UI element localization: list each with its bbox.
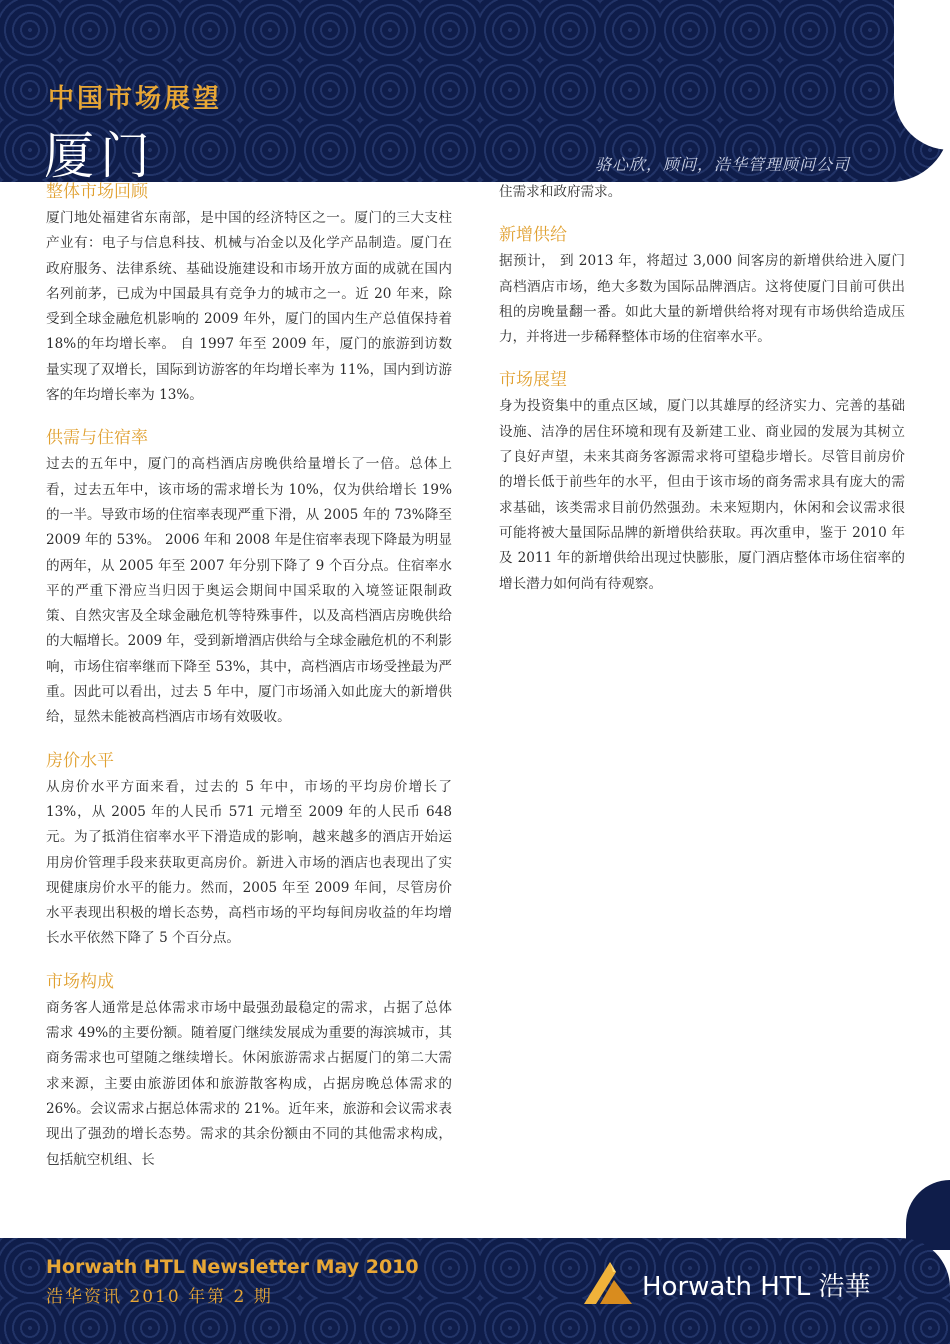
section-outlook (499, 368, 905, 596)
issue-line: 浩华资讯 2010 年第 2 期 (46, 1287, 273, 1307)
section-kicker: 中国市场展望 (48, 84, 223, 114)
company-logo (580, 1258, 910, 1308)
section-heading: 房价水平 (46, 750, 114, 771)
section-room-rate (46, 749, 452, 952)
page-title: 厦门 (44, 127, 156, 185)
mountain-peak-icon (580, 1258, 636, 1308)
author-byline: 骆心欣，顾问，浩华管理顾问公司 (594, 155, 850, 174)
section-body: 商务客人通常是总体需求市场中最强劲最稳定的需求，占据了总体需求 49%的主要份额。随着厦门继续发展成为重要的海滨城市，其商务需求也可望随之继续增长。休闲旅游需求占据厦门的第二大需求来源，主要由旅游团体和旅游散客构成，占据房晚总体需求的 26%。会议需求占据总体需求的 21%。近年来，旅游和会议需求表现出了强劲的增长态势。需求的其余份额由不同的其他需求构成，包括航空机组、长 (46, 999, 452, 1168)
section-new-supply (499, 223, 905, 350)
section-body: 厦门地处福建省东南部，是中国的经济特区之一。厦门的三大支柱产业有：电子与信息科技、机械与冶金以及化学产品制造。厦门在政府服务、法律系统、基础设施建设和市场开放方面的成就在国内名列前茅，已成为中国最具有竞争力的城市之一。近 20 年来，除受到全球金融危机影响的 2009 年外，厦门的国内生产总值保持着 18%的年均增长率。 自 1997 年至 2009 年，厦门的旅游到访数量实现了双增长，国际到访游客的年均增长率为 11%，国内到访游客的年均增长率为 13%。 (46, 210, 452, 404)
logo-wordmark: Horwath HTL 浩華 (642, 1272, 871, 1302)
right-column (499, 180, 905, 615)
section-body: 身为投资集中的重点区域，厦门以其雄厚的经济实力、完善的基础设施、洁净的居住环境和现有及新建工业、商业园的发展为其树立了良好声望，未来其商务客源需求将可望稳步增长。尽管目前房价的增长低于前些年的水平，但由于该市场的商务需求具有庞大的需求基础，该类需求目前仍然强劲。未来短期内，休闲和会议需求很可能将被大量国际品牌的新增供给获取。再次重申，鉴于 2010 年及 2011 年的新增供给出现过快膨胀，厦门酒店整体市场住宿率的增长潜力如何尚有待观察。 (499, 398, 905, 592)
section-continuation: 住需求和政府需求。 (499, 184, 622, 200)
section-body: 据预计， 到 2013 年，将超过 3,000 间客房的新增供给进入厦门高档酒店市场，绝大多数为国际品牌酒店。这将使厦门目前可供出租的房晚量翻一番。如此大量的新增供给将对现有市场供给造成压力，并将进一步稀释整体市场的住宿率水平。 (499, 253, 905, 346)
section-heading: 供需与住宿率 (46, 428, 148, 449)
section-market-mix (46, 970, 452, 1173)
section-supply-demand (46, 426, 452, 730)
newsletter-title: Horwath HTL Newsletter May 2010 (46, 1256, 419, 1278)
left-column (46, 180, 452, 1191)
section-overview (46, 180, 452, 408)
section-heading: 新增供给 (499, 225, 567, 246)
section-heading: 市场构成 (46, 971, 114, 992)
section-heading: 市场展望 (499, 370, 567, 391)
section-body: 过去的五年中，厦门的高档酒店房晚供给量增长了一倍。总体上看，过去五年中，该市场的需求增长为 10%，仅为供给增长 19%的一半。导致市场的住宿率表现严重下滑，从 2005 年的 73%降至 2009 年的 53%。 2006 年和 2008 年是住宿率表现下降最为明显的两年，从 2005 年至 2007 年分别下降了 9 个百分点。住宿率水平的严重下滑应当归因于奥运会期间中国采取的入境签证限制政策、自然灾害及全球金融危机等特殊事件，以及高档酒店房晚供给的大幅增长。2009 年，受到新增酒店供给与全球金融危机的不利影响，市场住宿率继而下降至 53%，其中，高档酒店市场受挫最为严重。因此可以看出，过去 5 年中，厦门市场涌入如此庞大的新增供给，显然未能被高档酒店市场有效吸收。 (46, 456, 452, 726)
section-body: 从房价水平方面来看，过去的 5 年中，市场的平均房价增长了 13%，从 2005 年的人民币 571 元增至 2009 年的人民币 648 元。为了抵消住宿率水平下滑造成的影响，越来越多的酒店开始运用房价管理手段来获取更高房价。新进入市场的酒店也表现出了实现健康房价水平的能力。然而，2005 年至 2009 年间，尽管房价水平表现出积极的增长态势，高档市场的平均每间房收益的年均增长水平依然下降了 5 个百分点。 (46, 778, 452, 947)
section-heading: 整体市场回顾 (46, 182, 148, 202)
